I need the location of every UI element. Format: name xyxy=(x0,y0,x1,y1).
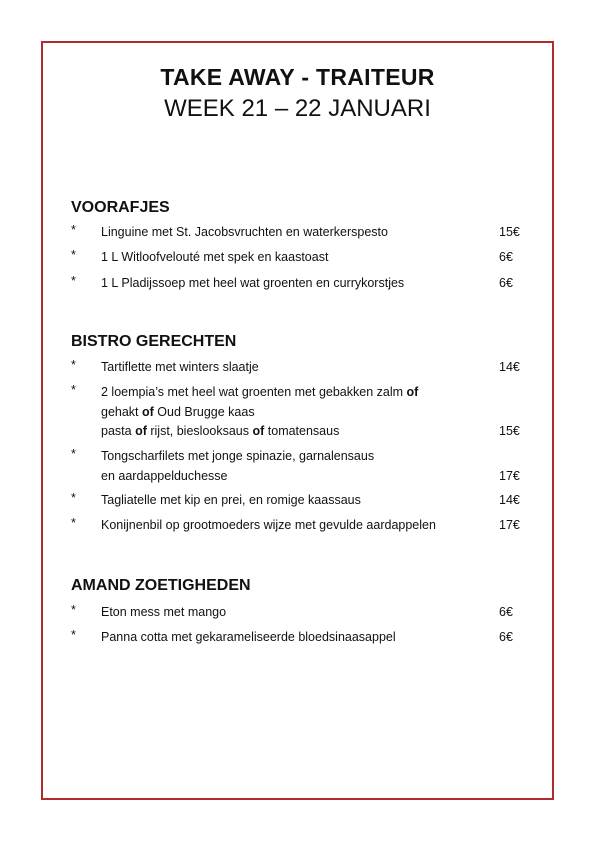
menu-item-line xyxy=(101,403,491,423)
bullet: * xyxy=(71,223,76,237)
bullet: * xyxy=(71,248,76,262)
menu-item-line: en aardappelduchesse xyxy=(101,468,228,483)
menu-item-line xyxy=(101,422,491,442)
menu-item-price: 6€ xyxy=(499,276,513,290)
menu-item-description xyxy=(101,491,491,511)
or-word: of xyxy=(406,385,419,399)
or-word: of xyxy=(135,424,147,438)
or-word: of xyxy=(252,424,265,438)
bullet: * xyxy=(71,447,76,461)
menu-item-line: Linguine met St. Jacobsvruchten en waterkerspesto xyxy=(101,225,388,239)
bullet: * xyxy=(71,516,76,530)
bullet: * xyxy=(71,491,76,505)
line-text: Oud Brugge kaas xyxy=(153,404,255,419)
line-text: gehakt xyxy=(101,404,143,419)
menu-item-line: 1 L Witloofvelouté met spek en kaastoast xyxy=(101,250,329,264)
menu-item-description xyxy=(101,603,491,623)
section-heading-amand-zoetigheden: AMAND ZOETIGHEDEN xyxy=(71,577,251,594)
menu-item-description xyxy=(101,358,491,378)
menu-item-description xyxy=(101,628,491,648)
bullet: * xyxy=(71,274,76,288)
line-text: 2 loempia’s met heel wat groenten met gebakken zalm xyxy=(101,385,407,399)
menu-item-price: 17€ xyxy=(499,468,520,483)
menu-item-description xyxy=(101,274,491,294)
menu-item-price: 6€ xyxy=(499,630,513,644)
menu-item-line: Tongscharfilets met jonge spinazie, garnalensaus xyxy=(101,449,375,463)
section-heading-voorafjes: VOORAFJES xyxy=(71,199,170,216)
menu-item-line xyxy=(101,383,491,403)
menu-item-description xyxy=(101,383,491,442)
menu-item-price: 6€ xyxy=(499,605,513,619)
menu-item-line: Tartiflette met winters slaatje xyxy=(101,360,259,374)
or-word: of xyxy=(142,404,154,419)
menu-item-line: Tagliatelle met kip en prei, en romige kaassaus xyxy=(101,493,361,507)
menu-item-description xyxy=(101,447,491,486)
bullet: * xyxy=(71,358,76,372)
menu-item-price: 14€ xyxy=(499,360,520,374)
page-subtitle: WEEK 21 – 22 JANUARI xyxy=(164,95,431,122)
menu-item-line: Panna cotta met gekarameliseerde bloedsinaasappel xyxy=(101,630,396,644)
line-text: tomatensaus xyxy=(264,424,340,438)
line-text: rijst, bieslooksaus xyxy=(146,424,253,438)
bullet: * xyxy=(71,628,76,642)
menu-item-line: Eton mess met mango xyxy=(101,605,227,619)
menu-item-description xyxy=(101,248,491,268)
menu-item-price: 6€ xyxy=(499,250,513,264)
page-title: TAKE AWAY - TRAITEUR xyxy=(160,64,435,90)
menu-item-description xyxy=(101,223,491,243)
menu-item-price: 15€ xyxy=(499,225,520,239)
bullet: * xyxy=(71,603,76,617)
menu-item-price: 17€ xyxy=(499,518,520,532)
menu-item-line: 1 L Pladijssoep met heel wat groenten en currykorstjes xyxy=(101,276,405,290)
section-heading-bistro-gerechten: BISTRO GERECHTEN xyxy=(71,333,237,350)
menu-item-line: Konijnenbil op grootmoeders wijze met gevulde aardappelen xyxy=(101,518,436,532)
menu-item-price: 15€ xyxy=(499,424,520,438)
menu-item-description xyxy=(101,516,491,536)
line-text: pasta xyxy=(101,424,136,438)
bullet: * xyxy=(71,383,76,397)
menu-item-price: 14€ xyxy=(499,493,520,507)
